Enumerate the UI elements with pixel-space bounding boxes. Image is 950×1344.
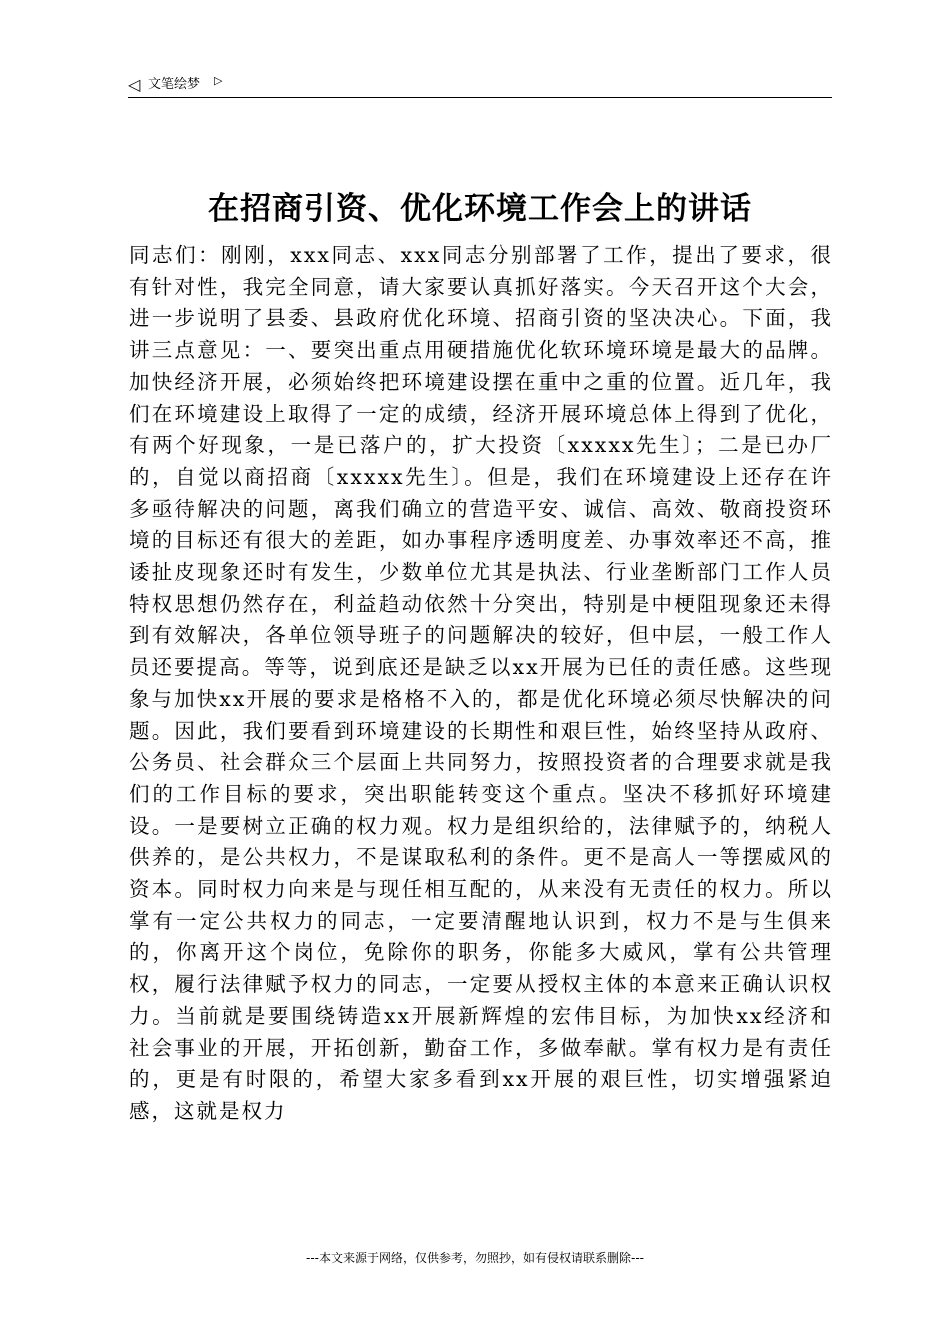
header-divider [128, 97, 832, 98]
footer-notice: ---本文来源于网络，仅供参考，勿照抄，如有侵权请联系删除--- [306, 1251, 644, 1265]
document-title: 在招商引资、优化环境工作会上的讲话 [208, 191, 752, 227]
right-triangle-icon: ▷ [214, 74, 223, 87]
header-brand: 文笔绘梦 [148, 77, 201, 92]
document-body: 同志们：刚刚，xxx同志、xxx同志分别部署了工作，提出了要求，很有针对性，我完全同意，请大家要认真抓好落实。今天召开这个大会，进一步说明了县委、县政府优化环境、招商引资的坚决决心。下面，我讲三点意见：一、要突出重点用硬措施优化软环境环境是最大的品牌。加快经济开展，必须始终把环境建设摆在重中之重的位置。近几年，我们在环境建设上取得了一定的成绩，经济开展环境总体上得到了优化，有两个好现象，一是已落户的，扩大投资〔xxxxx先生〕；二是已办厂的，自觉以商招商〔xxxxx先生〕。但是，我们在环境建设上还存在许多亟待解决的问题，离我们确立的营造平安、诚信、高效、敬商投资环境的目标还有很大的差距，如办事程序透明度差、办事效率还不高，推诿扯皮现象还时有发生，少数单位尤其是执法、行业垄断部门工作人员特权思想仍然存在，利益趋动依然十分突出，特别是中梗阻现象还未得到有效解决，各单位领导班子的问题解决的较好，但中层，一般工作人员还要提高。等等，说到底还是缺乏以xx开展为已任的责任感。这些现象与加快xx开展的要求是格格不入的，都是优化环境必须尽快解决的问题。因此，我们要看到环境建设的长期性和艰巨性，始终坚持从政府、公务员、社会群众三个层面上共同努力，按照投资者的合理要求就是我们的工作目标的要求，突出职能转变这个重点。坚决不移抓好环境建设。一是要树立正确的权力观。权力是组织给的，法律赋予的，纳税人供养的，是公共权力，不是谋取私利的条件。更不是高人一等摆威风的资本。同时权力向来是与现任相互配的，从来没有无责任的权力。所以掌有一定公共权力的同志，一定要清醒地认识到，权力不是与生俱来的，你离开这个岗位，免除你的职务，你能多大威风，掌有公共管理权，履行法律赋予权力的同志，一定要从授权主体的本意来正确认识权力。当前就是要围绕铸造xx开展新辉煌的宏伟目标，为加快xx经济和社会事业的开展，开拓创新，勤奋工作，多做奉献。掌有权力是有责任的，更是有时限的，希望大家多看到xx开展的艰巨性，切实增强紧迫感，这就是权力 [129, 243, 833, 1123]
page-header [128, 74, 832, 98]
left-triangle-icon: ◁ [128, 75, 141, 94]
